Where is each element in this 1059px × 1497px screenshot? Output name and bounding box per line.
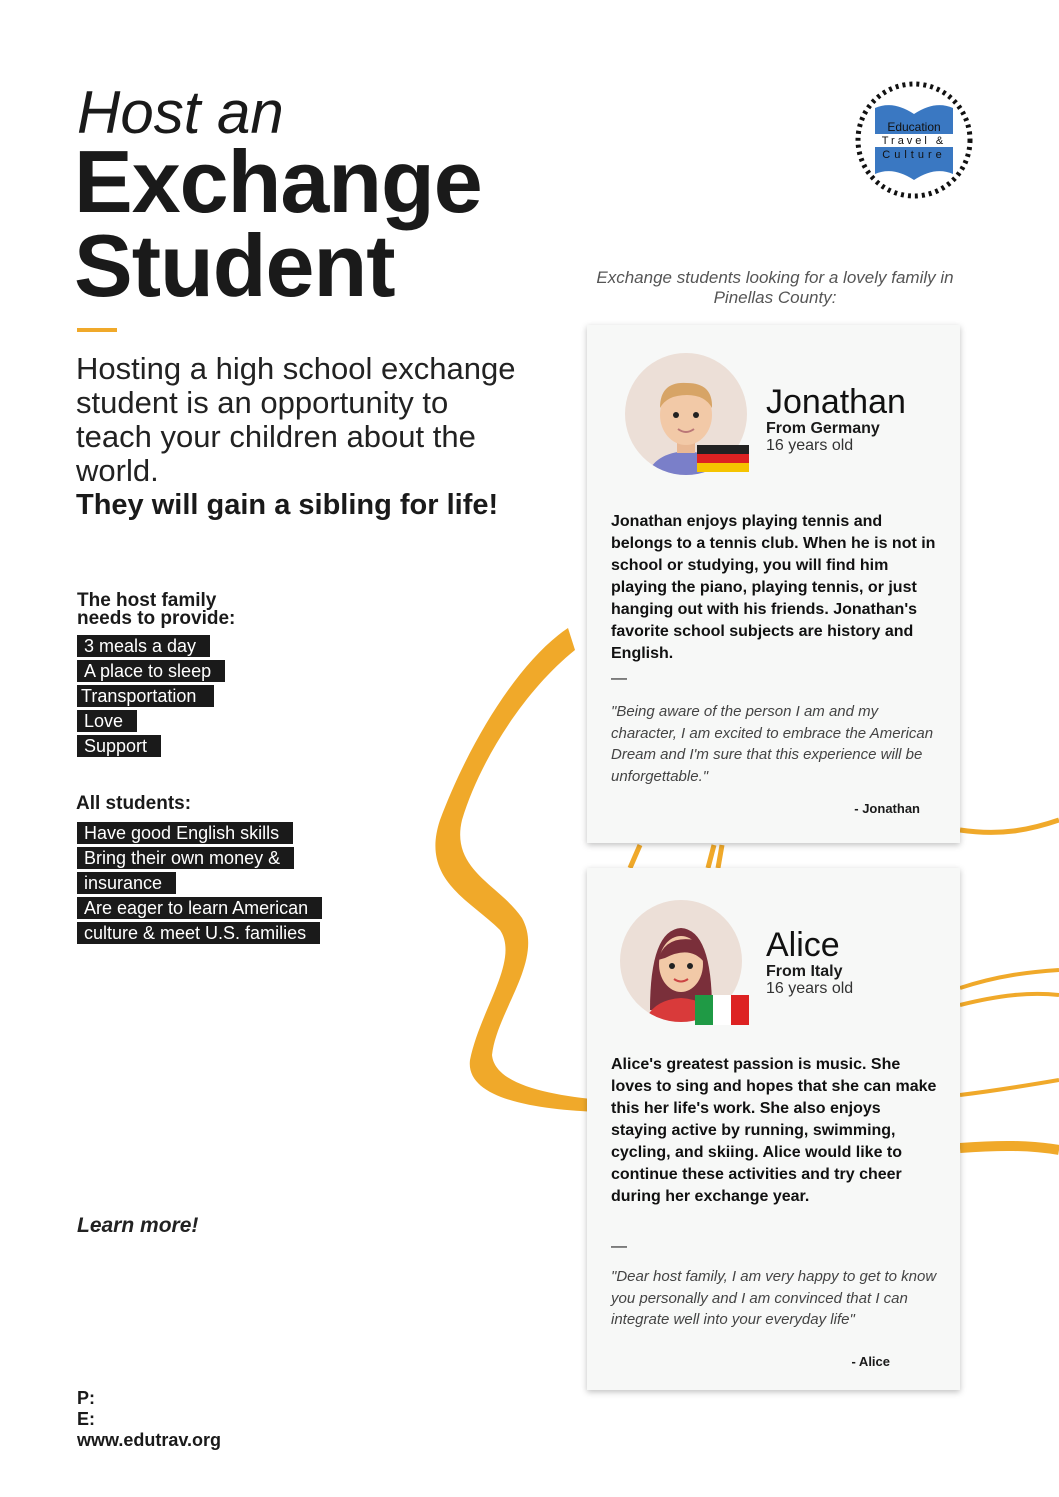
divider-dash: —	[611, 1238, 627, 1255]
profiles-caption: Exchange students looking for a lovely family in Pinellas County:	[596, 268, 954, 307]
provide-item: Support	[77, 735, 161, 757]
student-item: Bring their own money &	[77, 847, 294, 869]
provide-item: Transportation	[77, 685, 214, 707]
germany-flag-icon	[697, 445, 749, 472]
intro-text	[76, 352, 526, 521]
profile-origin: From Italy	[766, 963, 843, 980]
avatar-girl-icon	[620, 900, 742, 1022]
profile-age: 16 years old	[766, 980, 854, 997]
avatar-boy-icon	[625, 353, 747, 475]
intro-highlight: They will gain a sibling for life!	[76, 489, 499, 521]
host-family-heading: The host family	[77, 590, 217, 611]
profile-age: 16 years old	[766, 437, 854, 454]
students-heading: All students:	[76, 793, 192, 814]
website-link[interactable]: www.edutrav.org	[77, 1430, 222, 1450]
accent-rule	[77, 328, 117, 332]
profile-card-jonathan	[587, 325, 960, 843]
title-line-1: Host an	[77, 79, 284, 146]
student-item: Have good English skills	[77, 822, 293, 844]
profile-bio: Jonathan enjoys playing tennis and belongs to a tennis club. When he is not in school or studying, you will find him playing the piano, playing tennis, or just hanging out with his friends. Jonathan's favorite school subjects are history and English.	[611, 513, 936, 662]
profile-name: Jonathan	[766, 383, 906, 421]
title-line-2: Exchange	[74, 132, 482, 231]
provide-item: Love	[77, 710, 137, 732]
provide-item: 3 meals a day	[77, 635, 210, 657]
host-family-heading-2: needs to provide:	[77, 608, 236, 629]
logo	[853, 78, 975, 203]
student-item: Are eager to learn American	[77, 897, 322, 919]
profile-origin: From Germany	[766, 420, 880, 437]
divider-dash: —	[611, 670, 627, 687]
svg-text:Travel &: Travel &	[881, 135, 947, 147]
student-item: culture & meet U.S. families	[77, 922, 320, 944]
title-main	[74, 132, 482, 315]
profile-quote: "Dear host family, I am very happy to get to know you personally and I am convinced that I can integrate well into your everyday life"	[611, 1268, 937, 1328]
phone-label: P:	[77, 1388, 95, 1408]
title-line-3: Student	[74, 216, 395, 315]
profile-card-alice	[587, 868, 960, 1390]
intro-body: Hosting a high school exchange student is an opportunity to teach your children about the world.	[76, 351, 516, 488]
student-item: insurance	[77, 872, 176, 894]
host-family-section	[77, 592, 235, 760]
provide-item: A place to sleep	[77, 660, 225, 682]
profile-signature: - Alice	[851, 1354, 890, 1369]
profile-quote: "Being aware of the person I am and my character, I am excited to embrace the American Dream and I'm sure that this experience will be unforgettable."	[611, 703, 934, 785]
logo-badge-icon	[853, 78, 975, 203]
email-label: E:	[77, 1409, 95, 1429]
profile-signature: - Jonathan	[854, 801, 920, 816]
italy-flag-icon	[695, 995, 749, 1025]
profile-name: Alice	[766, 926, 840, 964]
contact-info	[77, 1388, 221, 1451]
profile-bio: Alice's greatest passion is music. She loves to sing and hopes that she can make this her life's work. She also enjoys staying active by running, swimming, cycling, and skiing. Alice would like to continue these activities and try cheer during her exchange year.	[611, 1056, 937, 1205]
learn-more-link[interactable]: Learn more!	[77, 1214, 199, 1237]
students-section	[76, 795, 322, 947]
svg-text:Culture: Culture	[882, 149, 946, 161]
svg-text:Education: Education	[887, 120, 941, 134]
